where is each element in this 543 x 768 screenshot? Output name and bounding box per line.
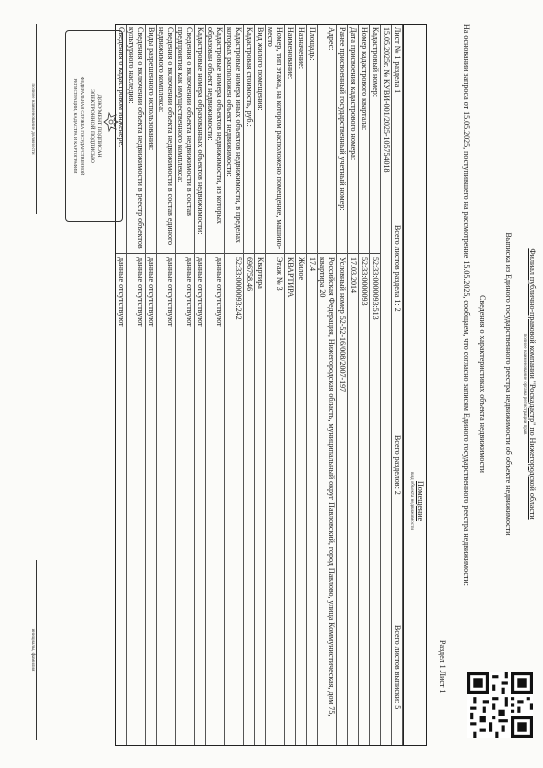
row-value: Этаж № 3 <box>275 257 284 291</box>
agency-line: Филиал публично-правовой компании "Роскадастр" по Нижегородской области <box>528 248 537 520</box>
row-value: данные отсутствуют <box>136 257 145 327</box>
row-label: Назначение: <box>297 27 306 69</box>
row-value: КВАРТИРА <box>286 257 295 298</box>
table-row <box>157 25 176 745</box>
row-value: данные отсутствуют <box>185 257 194 327</box>
date-number: 15.05.2025г. № КУВИ-001/2025-105754018 <box>382 27 391 173</box>
table-row <box>285 25 296 745</box>
table-header <box>403 25 426 745</box>
row-label: Сведения о включении объекта недвижимости в состав единого недвижимого комплекса: <box>156 27 175 246</box>
table-row <box>307 25 318 745</box>
row-label: Виды разрешенного использования: <box>147 27 156 151</box>
row-value: данные отсутствуют <box>215 257 224 327</box>
stamp-line4: РЕГИСТРАЦИИ, КАДАСТРА И КАРТОГРАФИИ <box>73 78 78 174</box>
position-caption: полное наименование должности <box>30 83 35 155</box>
row-value: данные отсутствуют <box>147 257 156 327</box>
table-row <box>359 25 370 745</box>
total-sheets: Всего листов выписки: 5 <box>393 625 402 710</box>
table-row <box>206 25 225 745</box>
sheet-section: Лист № 1 раздела 1 <box>393 27 402 94</box>
row-label: Кадастровые номера объектов недвижимости, из которых образован объект недвижимости: <box>205 27 224 224</box>
row-value: Жилое <box>297 257 306 281</box>
table-row <box>255 25 266 745</box>
table-row <box>225 25 244 745</box>
table-row <box>348 25 359 745</box>
basis-text: На основании запроса от 15.05.2025, поступившего на рассмотрение 15.05.2025, сообщаем, что согласно записям Единого государственного реестра недвижимости: <box>462 24 471 586</box>
row-value: Российская Федерация, Нижегородская область, муниципальный округ Павловский, город Павлово, улица Коммунистическая, дом 75, квартира 20 <box>317 257 336 717</box>
total-sections: Всего разделов: 2 <box>393 435 402 495</box>
sheets-in-section: Всего листов раздела 1: 2 <box>393 225 402 312</box>
row-label: Дата присвоения кадастрового номера: <box>349 27 358 161</box>
characteristics-table <box>115 24 427 746</box>
row-value: 52:33:0000093:242 <box>234 257 243 320</box>
date-number-row <box>381 25 392 745</box>
object-type-head: Помещение <box>416 480 425 522</box>
info-title: Сведения о характеристиках объекта недвижимости <box>478 295 487 473</box>
table-row <box>318 25 337 745</box>
emblem-icon <box>103 111 119 133</box>
table-row <box>296 25 307 745</box>
row-value: данные отсутствуют <box>196 257 205 327</box>
row-value: Условный номер 52-52-16/008/2007-197 <box>338 257 347 393</box>
section-label: Раздел 1 <box>438 640 447 669</box>
agency-caption: полное наименование органа регистрации прав <box>522 333 527 435</box>
row-label: Площадь: <box>308 27 317 61</box>
row-value: 17.03.2014 <box>349 257 358 293</box>
row-value: 696758.46 <box>245 257 254 291</box>
row-label: Ранее присвоенный государственный учетный номер: <box>338 27 347 211</box>
table-row <box>176 25 195 745</box>
row-label: Кадастровые номера иных объектов недвижимости, в пределах которых расположен объект недвижимости: <box>224 27 243 243</box>
row-label: Сведения о кадастровом инженере: <box>117 27 126 148</box>
row-value: 17.4 <box>308 257 317 271</box>
row-value: данные отсутствуют <box>117 257 126 327</box>
row-label: Сведения о включении объекта недвижимости в реестр объектов культурного наследия: <box>126 27 145 249</box>
table-row <box>195 25 206 745</box>
table-row <box>337 25 348 745</box>
row-label: Кадастровый номер: <box>371 27 380 97</box>
row-label: Сведения о включении объекта недвижимости в состав предприятия как имущественного комплекса: <box>175 27 194 216</box>
row-label: Номер, тип этажа, на котором расположено помещение, машино-место <box>265 27 284 250</box>
object-type-caption: вид объекта недвижимости <box>409 471 414 531</box>
qr-code <box>467 672 533 738</box>
extract-title: Выписка из Единого государственного реестра недвижимости об объекте недвижимости <box>504 232 513 536</box>
table-row <box>146 25 157 745</box>
name-caption: инициалы, фамилия <box>30 628 35 672</box>
row-label: Адрес: <box>327 27 336 51</box>
row-label: Кадастровые номера образованных объектов недвижимости: <box>196 27 205 235</box>
row-value: 52:33:0000093 <box>360 257 369 306</box>
table-row <box>370 25 381 745</box>
row-value: данные отсутствуют <box>166 257 175 327</box>
esignature-stamp <box>65 30 123 222</box>
position-line <box>36 24 37 214</box>
table-row <box>244 25 255 745</box>
stamp-line1: ДОКУМЕНТ ПОДПИСАН <box>96 94 102 158</box>
row-value: 52:33:0000093:513 <box>371 257 380 320</box>
row-label: Вид жилого помещения: <box>256 27 265 111</box>
sheet-info-row <box>392 25 403 745</box>
stamp-line2: ЭЛЕКТРОННОЙ ПОДПИСЬЮ <box>89 89 95 163</box>
sheet-label: Лист 1 <box>438 670 447 694</box>
row-value: Квартира <box>256 257 265 289</box>
stamp-line3: ФЕДЕРАЛЬНАЯ СЛУЖБА ГОСУДАРСТВЕННОЙ <box>80 76 85 176</box>
table-row <box>127 25 146 745</box>
row-label: Номер кадастрового квартала: <box>360 27 369 131</box>
name-line <box>36 560 37 740</box>
row-label: Кадастровая стоимость, руб.: <box>245 27 254 127</box>
row-label: Наименование: <box>286 27 295 80</box>
table-row <box>266 25 285 745</box>
